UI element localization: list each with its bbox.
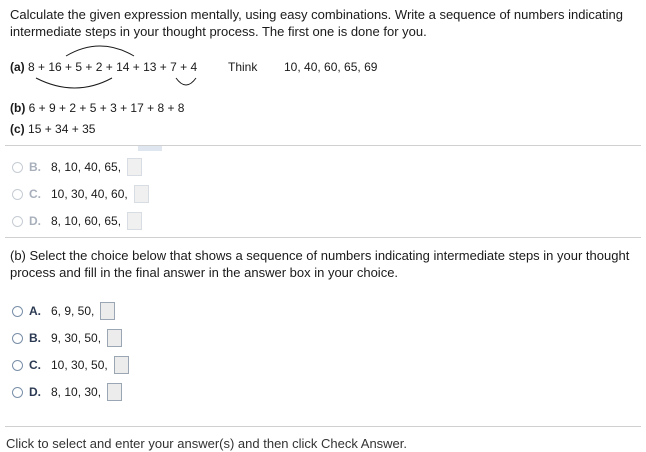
problem-label: (b): [10, 101, 26, 115]
example-expression-text: 8 + 16 + 5 + 2 + 14 + 13 + 7 + 4: [28, 60, 198, 74]
choice-b-option-a[interactable]: [12, 302, 115, 320]
answer-box[interactable]: [134, 185, 149, 203]
choice-sequence: 8, 10, 30,: [51, 385, 102, 399]
choice-sequence: 6, 9, 50,: [51, 304, 95, 318]
footer-instructions: Click to select and enter your answer(s) and then click Check Answer.: [6, 436, 408, 451]
choice-sequence: 10, 30, 40, 60,: [51, 187, 128, 201]
radio-button[interactable]: [12, 162, 23, 173]
choice-a-option-c[interactable]: [12, 185, 149, 203]
choice-sequence: 8, 10, 60, 65,: [51, 214, 122, 228]
answer-box[interactable]: [127, 158, 142, 176]
choice-letter: C.: [29, 358, 41, 372]
footer-divider: [5, 426, 641, 427]
think-label: Think: [228, 60, 258, 74]
choice-letter: C.: [29, 187, 41, 201]
radio-button[interactable]: [12, 216, 23, 227]
problem-c: [10, 122, 95, 136]
problem-expression: 6 + 9 + 2 + 5 + 3 + 17 + 8 + 8: [28, 101, 185, 115]
choice-letter: B.: [29, 160, 41, 174]
radio-button[interactable]: [12, 189, 23, 200]
answer-box[interactable]: [127, 212, 142, 230]
radio-button[interactable]: [12, 306, 23, 317]
radio-button[interactable]: [12, 360, 23, 371]
choice-b-option-b[interactable]: [12, 329, 122, 347]
section-divider: [5, 237, 641, 238]
choice-b-option-d[interactable]: [12, 383, 122, 401]
choice-sequence: 10, 30, 50,: [51, 358, 108, 372]
section-divider: [5, 145, 641, 146]
choice-a-option-b[interactable]: [12, 158, 142, 176]
answer-box[interactable]: [107, 329, 122, 347]
choice-a-option-d[interactable]: [12, 212, 142, 230]
arc-top: [66, 46, 134, 56]
choice-sequence: 9, 30, 50,: [51, 331, 102, 345]
answer-box[interactable]: [107, 383, 122, 401]
choice-letter: D.: [29, 385, 41, 399]
part-b-prompt: (b) Select the choice below that shows a sequence of numbers indicating intermediate steps in your thought process and fill in the final answer in the answer box in your choice.: [10, 248, 630, 280]
problem-b: [10, 101, 184, 115]
choice-letter: D.: [29, 214, 41, 228]
choice-letter: B.: [29, 331, 41, 345]
clipped-answer-box: [138, 146, 162, 151]
example-label: (a): [10, 60, 25, 74]
problem-label: (c): [10, 122, 25, 136]
choice-sequence: 8, 10, 40, 65,: [51, 160, 122, 174]
arc-bottom-right: [176, 78, 196, 85]
instructions-text: Calculate the given expression mentally, using easy combinations. Write a sequence of numbers indicating intermediate steps in your thought process. The first one is done for you.: [10, 7, 624, 39]
example-expression: [10, 60, 197, 74]
think-sequence: 10, 40, 60, 65, 69: [284, 60, 378, 74]
answer-box[interactable]: [100, 302, 115, 320]
choice-b-option-c[interactable]: [12, 356, 129, 374]
radio-button[interactable]: [12, 387, 23, 398]
problem-expression: 15 + 34 + 35: [28, 122, 96, 136]
choice-letter: A.: [29, 304, 41, 318]
arc-bottom-left: [36, 78, 112, 88]
answer-box[interactable]: [114, 356, 129, 374]
radio-button[interactable]: [12, 333, 23, 344]
